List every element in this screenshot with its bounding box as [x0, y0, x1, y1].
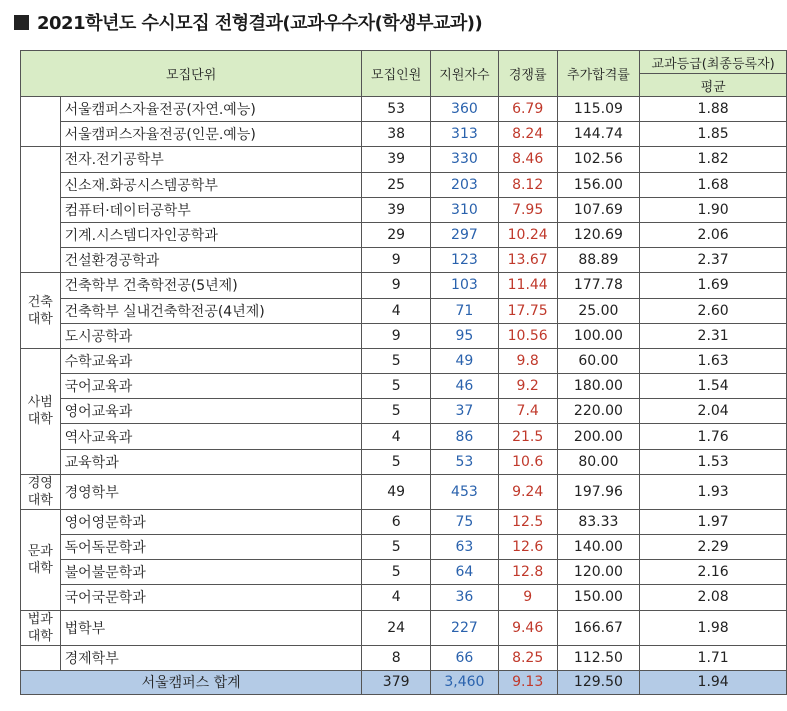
competition-cell: 12.6 [498, 535, 557, 560]
quota-cell: 39 [362, 147, 431, 172]
department-name: 독어독문학과 [60, 535, 362, 560]
competition-cell: 17.75 [498, 298, 557, 323]
additional-rate-cell: 115.09 [557, 97, 640, 122]
additional-rate-cell: 120.00 [557, 560, 640, 585]
applicants-cell: 103 [431, 273, 499, 298]
additional-rate-cell: 180.00 [557, 374, 640, 399]
competition-cell: 12.5 [498, 509, 557, 534]
table-row [21, 509, 787, 534]
additional-rate-cell: 83.33 [557, 509, 640, 534]
table-row [21, 535, 787, 560]
quota-cell: 5 [362, 348, 431, 373]
competition-cell: 12.8 [498, 560, 557, 585]
applicants-cell: 86 [431, 424, 499, 449]
table-row [21, 122, 787, 147]
department-name: 영어교육과 [60, 399, 362, 424]
applicants-cell: 95 [431, 323, 499, 348]
table-row [21, 248, 787, 273]
table-row [21, 424, 787, 449]
competition-cell: 10.24 [498, 222, 557, 247]
grade-average-cell: 2.08 [640, 585, 787, 610]
competition-cell: 7.95 [498, 197, 557, 222]
grade-average-cell: 1.54 [640, 374, 787, 399]
quota-cell: 5 [362, 535, 431, 560]
quota-cell: 49 [362, 474, 431, 509]
table-row [21, 449, 787, 474]
competition-cell: 9 [498, 585, 557, 610]
grade-average-cell: 1.90 [640, 197, 787, 222]
table-row [21, 560, 787, 585]
additional-rate-cell: 156.00 [557, 172, 640, 197]
applicants-cell: 297 [431, 222, 499, 247]
competition-cell: 11.44 [498, 273, 557, 298]
department-name: 국어국문학과 [60, 585, 362, 610]
applicants-cell: 310 [431, 197, 499, 222]
applicants-cell: 75 [431, 509, 499, 534]
table-row [21, 399, 787, 424]
grade-average-cell: 1.53 [640, 449, 787, 474]
additional-rate-cell: 197.96 [557, 474, 640, 509]
additional-rate-cell: 144.74 [557, 122, 640, 147]
applicants-cell: 227 [431, 610, 499, 645]
grade-average-cell: 1.98 [640, 610, 787, 645]
table-row [21, 172, 787, 197]
header-additional: 추가합격률 [557, 51, 640, 97]
department-name: 불어불문학과 [60, 560, 362, 585]
additional-rate-cell: 60.00 [557, 348, 640, 373]
additional-rate-cell: 80.00 [557, 449, 640, 474]
grade-average-cell: 1.71 [640, 645, 787, 670]
applicants-cell: 53 [431, 449, 499, 474]
department-name: 경영학부 [60, 474, 362, 509]
header-applicants: 지원자수 [431, 51, 499, 97]
competition-cell: 13.67 [498, 248, 557, 273]
table-row [21, 348, 787, 373]
applicants-cell: 313 [431, 122, 499, 147]
department-name: 전자.전기공학부 [60, 147, 362, 172]
quota-cell: 5 [362, 560, 431, 585]
table-body [21, 97, 787, 695]
additional-rate-cell: 200.00 [557, 424, 640, 449]
additional-rate-cell: 102.56 [557, 147, 640, 172]
grade-average-cell: 2.16 [640, 560, 787, 585]
quota-cell: 8 [362, 645, 431, 670]
additional-rate-cell: 88.89 [557, 248, 640, 273]
college-group-label [21, 97, 61, 147]
grade-average-cell: 2.60 [640, 298, 787, 323]
college-group-label: 건축 대학 [21, 273, 61, 349]
applicants-cell: 64 [431, 560, 499, 585]
quota-cell: 5 [362, 399, 431, 424]
total-row [21, 670, 787, 694]
quota-cell: 53 [362, 97, 431, 122]
additional-rate-cell: 220.00 [557, 399, 640, 424]
applicants-cell: 360 [431, 97, 499, 122]
department-name: 서울캠퍼스자율전공(자연.예능) [60, 97, 362, 122]
quota-cell: 29 [362, 222, 431, 247]
competition-cell: 6.79 [498, 97, 557, 122]
department-name: 신소재.화공시스템공학부 [60, 172, 362, 197]
table-row [21, 147, 787, 172]
department-name: 건축학부 건축학전공(5년제) [60, 273, 362, 298]
competition-cell: 7.4 [498, 399, 557, 424]
competition-cell: 10.56 [498, 323, 557, 348]
competition-cell: 9.46 [498, 610, 557, 645]
quota-cell: 5 [362, 374, 431, 399]
grade-average-cell: 1.68 [640, 172, 787, 197]
quota-cell: 9 [362, 323, 431, 348]
quota-cell: 24 [362, 610, 431, 645]
college-group-label: 경영 대학 [21, 474, 61, 509]
table-row [21, 97, 787, 122]
table-row [21, 298, 787, 323]
quota-cell: 38 [362, 122, 431, 147]
quota-cell: 25 [362, 172, 431, 197]
table-row [21, 273, 787, 298]
page-title [14, 8, 482, 36]
department-name: 건축학부 실내건축학전공(4년제) [60, 298, 362, 323]
header-grade: 교과등급(최종등록자) [640, 51, 787, 74]
grade-average-cell: 1.93 [640, 474, 787, 509]
additional-rate-cell: 177.78 [557, 273, 640, 298]
additional-rate-cell: 120.69 [557, 222, 640, 247]
total-applicants: 3,460 [431, 670, 499, 694]
competition-cell: 21.5 [498, 424, 557, 449]
table-row [21, 474, 787, 509]
applicants-cell: 453 [431, 474, 499, 509]
quota-cell: 5 [362, 449, 431, 474]
quota-cell: 9 [362, 273, 431, 298]
competition-cell: 9.8 [498, 348, 557, 373]
applicants-cell: 49 [431, 348, 499, 373]
quota-cell: 4 [362, 298, 431, 323]
quota-cell: 9 [362, 248, 431, 273]
table-row [21, 374, 787, 399]
quota-cell: 39 [362, 197, 431, 222]
applicants-cell: 203 [431, 172, 499, 197]
grade-average-cell: 1.69 [640, 273, 787, 298]
additional-rate-cell: 100.00 [557, 323, 640, 348]
department-name: 서울캠퍼스자율전공(인문.예능) [60, 122, 362, 147]
total-additional-rate: 129.50 [557, 670, 640, 694]
college-group-label [21, 645, 61, 670]
grade-average-cell: 1.76 [640, 424, 787, 449]
additional-rate-cell: 166.67 [557, 610, 640, 645]
competition-cell: 10.6 [498, 449, 557, 474]
grade-average-cell: 2.04 [640, 399, 787, 424]
department-name: 국어교육과 [60, 374, 362, 399]
department-name: 교육학과 [60, 449, 362, 474]
quota-cell: 6 [362, 509, 431, 534]
grade-average-cell: 2.29 [640, 535, 787, 560]
table-row [21, 645, 787, 670]
college-group-label [21, 147, 61, 273]
applicants-cell: 46 [431, 374, 499, 399]
header-average: 평균 [640, 74, 787, 97]
department-name: 컴퓨터·데이터공학부 [60, 197, 362, 222]
competition-cell: 8.12 [498, 172, 557, 197]
applicants-cell: 36 [431, 585, 499, 610]
grade-average-cell: 2.31 [640, 323, 787, 348]
department-name: 경제학부 [60, 645, 362, 670]
table-row [21, 585, 787, 610]
department-name: 역사교육과 [60, 424, 362, 449]
total-grade-average: 1.94 [640, 670, 787, 694]
table-row [21, 222, 787, 247]
department-name: 법학부 [60, 610, 362, 645]
table-row [21, 197, 787, 222]
table-row [21, 610, 787, 645]
department-name: 수학교육과 [60, 348, 362, 373]
grade-average-cell: 1.82 [640, 147, 787, 172]
competition-cell: 8.46 [498, 147, 557, 172]
applicants-cell: 123 [431, 248, 499, 273]
college-group-label: 사범 대학 [21, 348, 61, 474]
department-name: 영어영문학과 [60, 509, 362, 534]
header-competition: 경쟁률 [498, 51, 557, 97]
applicants-cell: 330 [431, 147, 499, 172]
college-group-label: 문과 대학 [21, 509, 61, 610]
grade-average-cell: 2.37 [640, 248, 787, 273]
grade-average-cell: 1.88 [640, 97, 787, 122]
additional-rate-cell: 140.00 [557, 535, 640, 560]
competition-cell: 8.25 [498, 645, 557, 670]
page-title-text: 2021학년도 수시모집 전형결과(교과우수자(학생부교과)) [37, 13, 483, 34]
header-unit: 모집단위 [21, 51, 362, 97]
department-name: 건설환경공학과 [60, 248, 362, 273]
applicants-cell: 71 [431, 298, 499, 323]
grade-average-cell: 2.06 [640, 222, 787, 247]
competition-cell: 8.24 [498, 122, 557, 147]
college-group-label: 법과 대학 [21, 610, 61, 645]
admission-results-table [20, 50, 787, 695]
applicants-cell: 63 [431, 535, 499, 560]
additional-rate-cell: 25.00 [557, 298, 640, 323]
total-label: 서울캠퍼스 합계 [21, 670, 362, 694]
additional-rate-cell: 112.50 [557, 645, 640, 670]
square-bullet-icon [14, 15, 29, 30]
competition-cell: 9.2 [498, 374, 557, 399]
department-name: 도시공학과 [60, 323, 362, 348]
table-row [21, 323, 787, 348]
applicants-cell: 66 [431, 645, 499, 670]
department-name: 기계.시스템디자인공학과 [60, 222, 362, 247]
total-competition: 9.13 [498, 670, 557, 694]
grade-average-cell: 1.63 [640, 348, 787, 373]
quota-cell: 4 [362, 424, 431, 449]
competition-cell: 9.24 [498, 474, 557, 509]
additional-rate-cell: 150.00 [557, 585, 640, 610]
header-quota: 모집인원 [362, 51, 431, 97]
grade-average-cell: 1.97 [640, 509, 787, 534]
additional-rate-cell: 107.69 [557, 197, 640, 222]
quota-cell: 4 [362, 585, 431, 610]
grade-average-cell: 1.85 [640, 122, 787, 147]
applicants-cell: 37 [431, 399, 499, 424]
total-quota: 379 [362, 670, 431, 694]
